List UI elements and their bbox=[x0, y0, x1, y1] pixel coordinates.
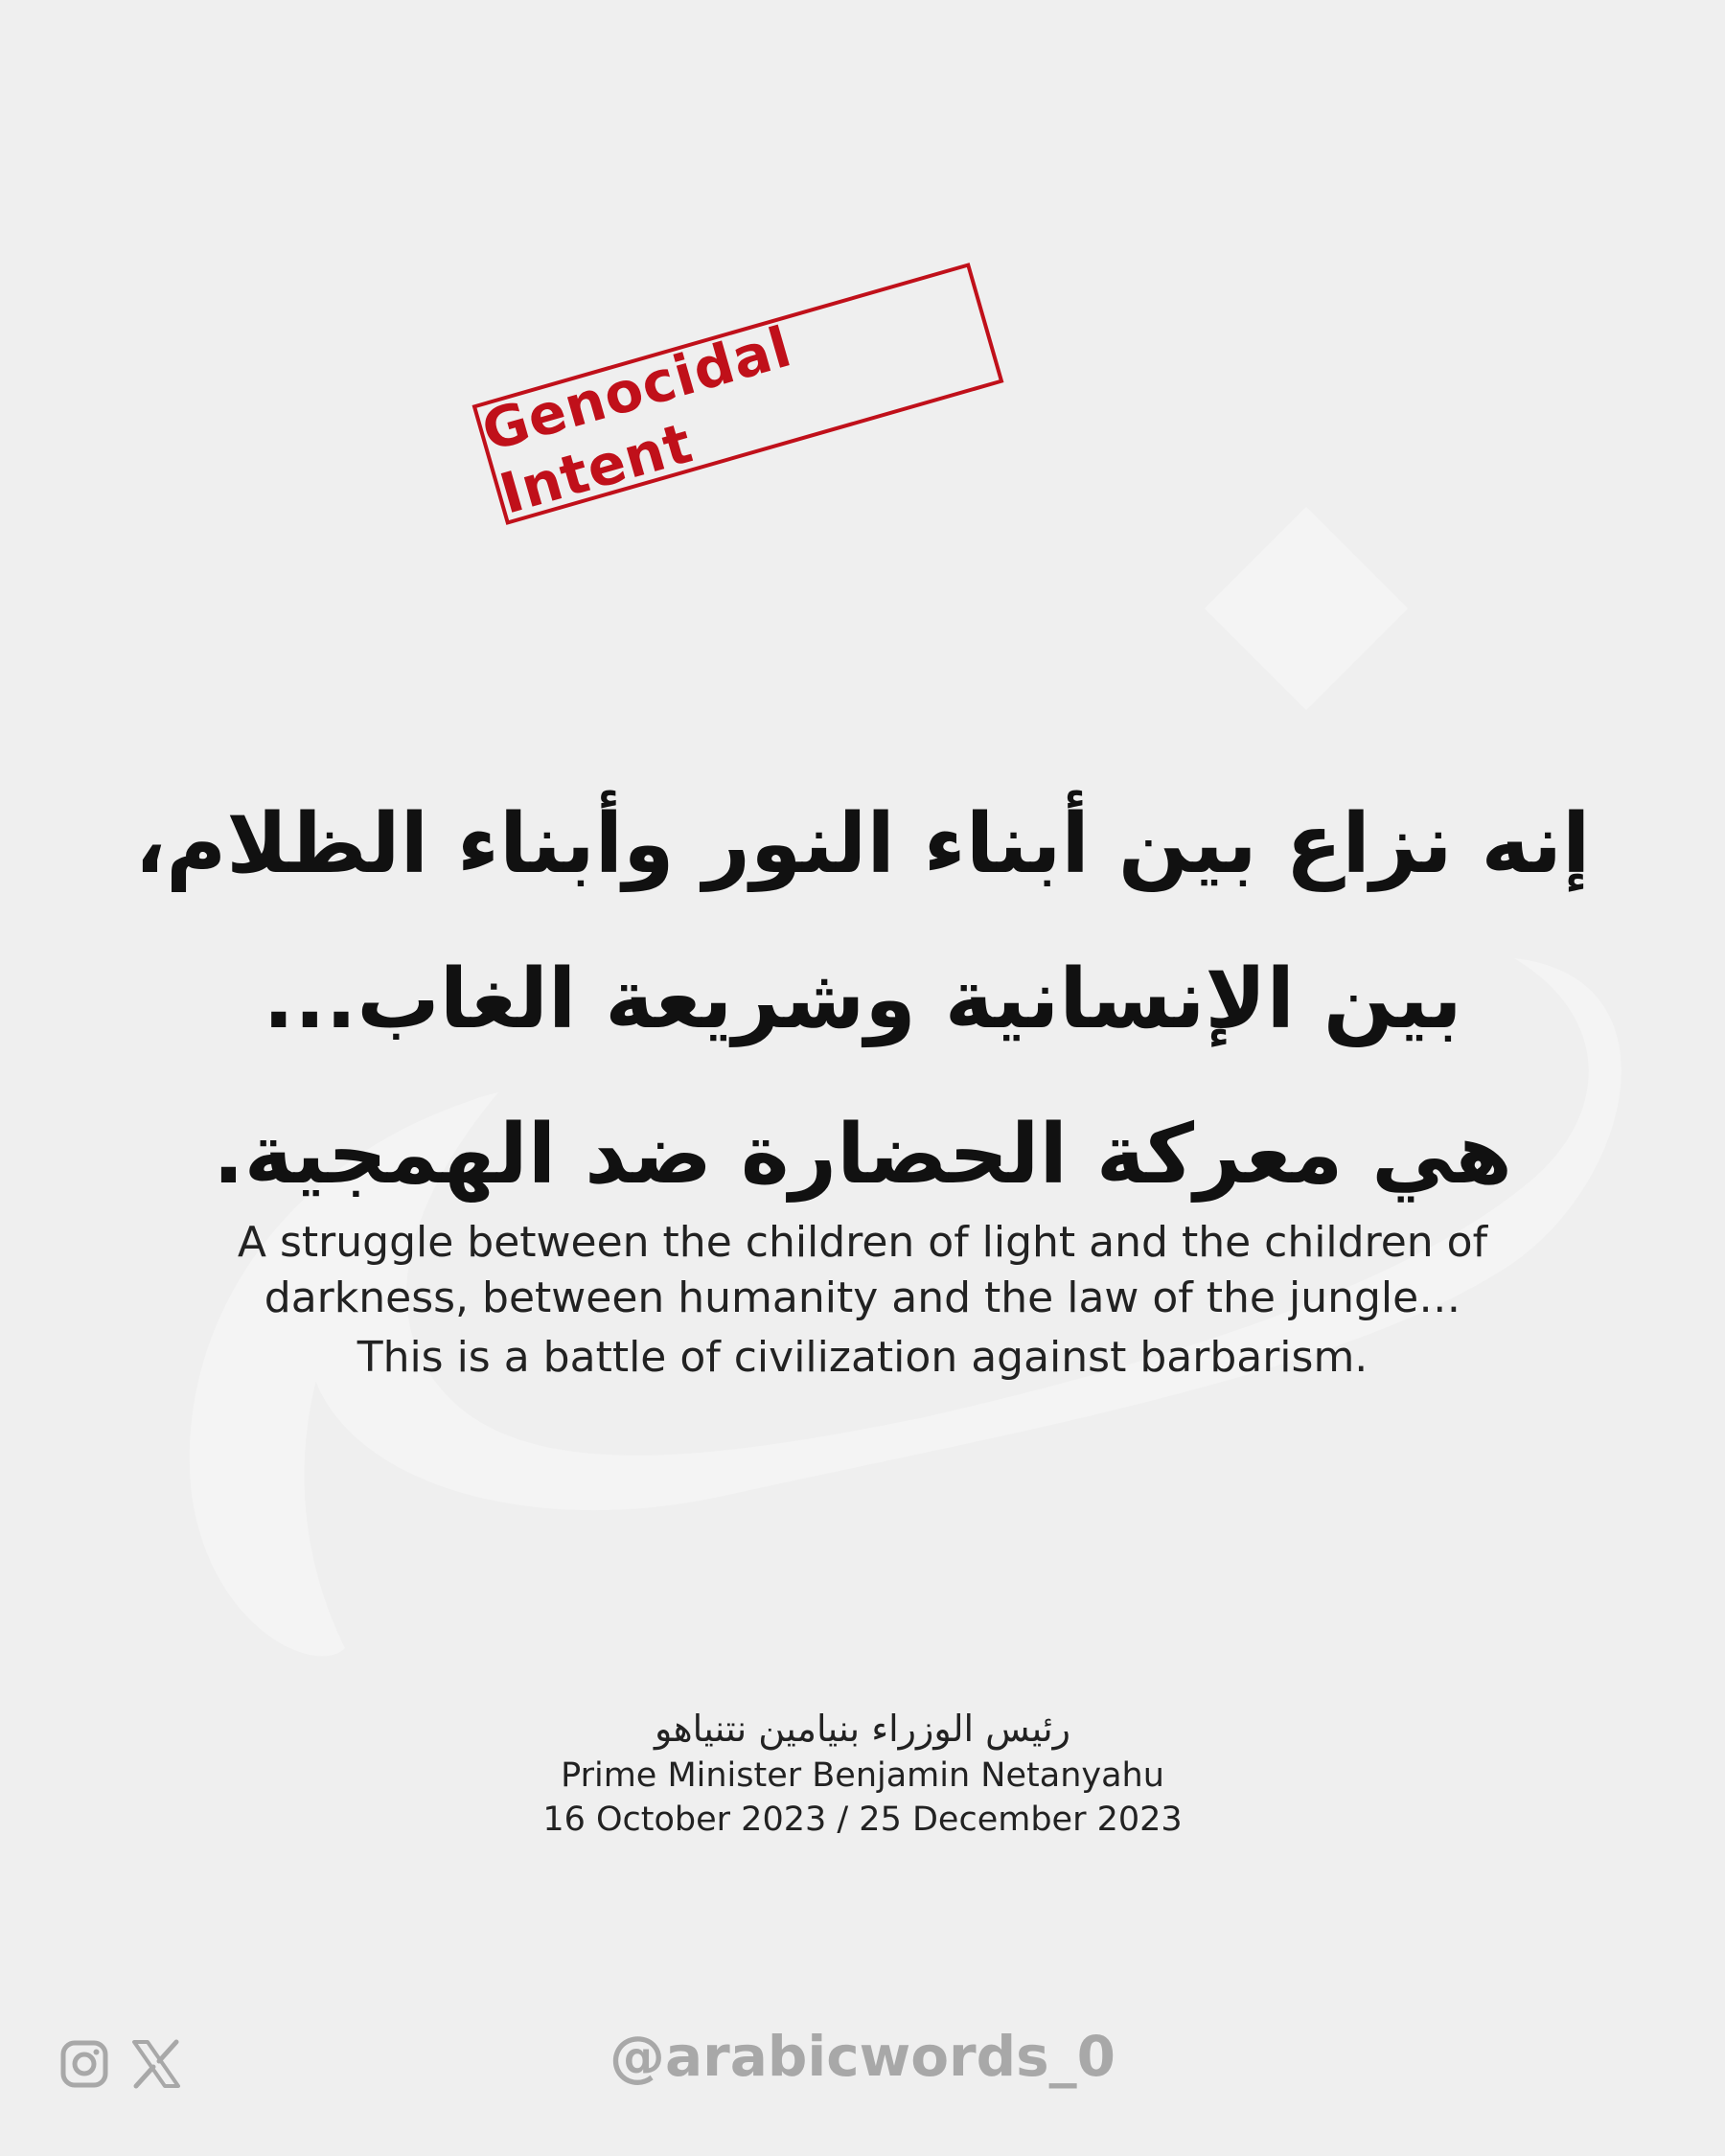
social-handle: @arabicwords_0 bbox=[609, 2024, 1116, 2089]
english-quote-line: This is a battle of civilization against barbarism. bbox=[356, 1333, 1368, 1382]
x-icon[interactable] bbox=[130, 2039, 182, 2089]
attribution bbox=[288, 1704, 1438, 1842]
english-translation bbox=[153, 1215, 1572, 1386]
speaker-name-arabic: رئيس الوزراء بنيامين نتنياهو bbox=[654, 1708, 1071, 1750]
social-icons bbox=[59, 2037, 182, 2091]
watermark-diamond bbox=[1205, 507, 1408, 710]
quote-dates: 16 October 2023 / 25 December 2023 bbox=[542, 1800, 1183, 1839]
arabic-quote bbox=[96, 767, 1629, 1232]
stamp-label: Genocidal Intent bbox=[474, 313, 799, 527]
arabic-quote-line: بين الإنسانية وشريعة الغاب... bbox=[263, 952, 1462, 1047]
arabic-quote-line: هي معركة الحضارة ضد الهمجية. bbox=[213, 1107, 1512, 1203]
english-quote-line: A struggle between the children of light and the children of bbox=[237, 1218, 1488, 1267]
speaker-name-english: Prime Minister Benjamin Netanyahu bbox=[561, 1756, 1164, 1795]
english-quote-line: darkness, between humanity and the law of the jungle… bbox=[264, 1273, 1461, 1322]
instagram-icon[interactable] bbox=[59, 2039, 109, 2089]
arabic-quote-line: إنه نزاع بين أبناء النور وأبناء الظلام، bbox=[134, 796, 1591, 892]
